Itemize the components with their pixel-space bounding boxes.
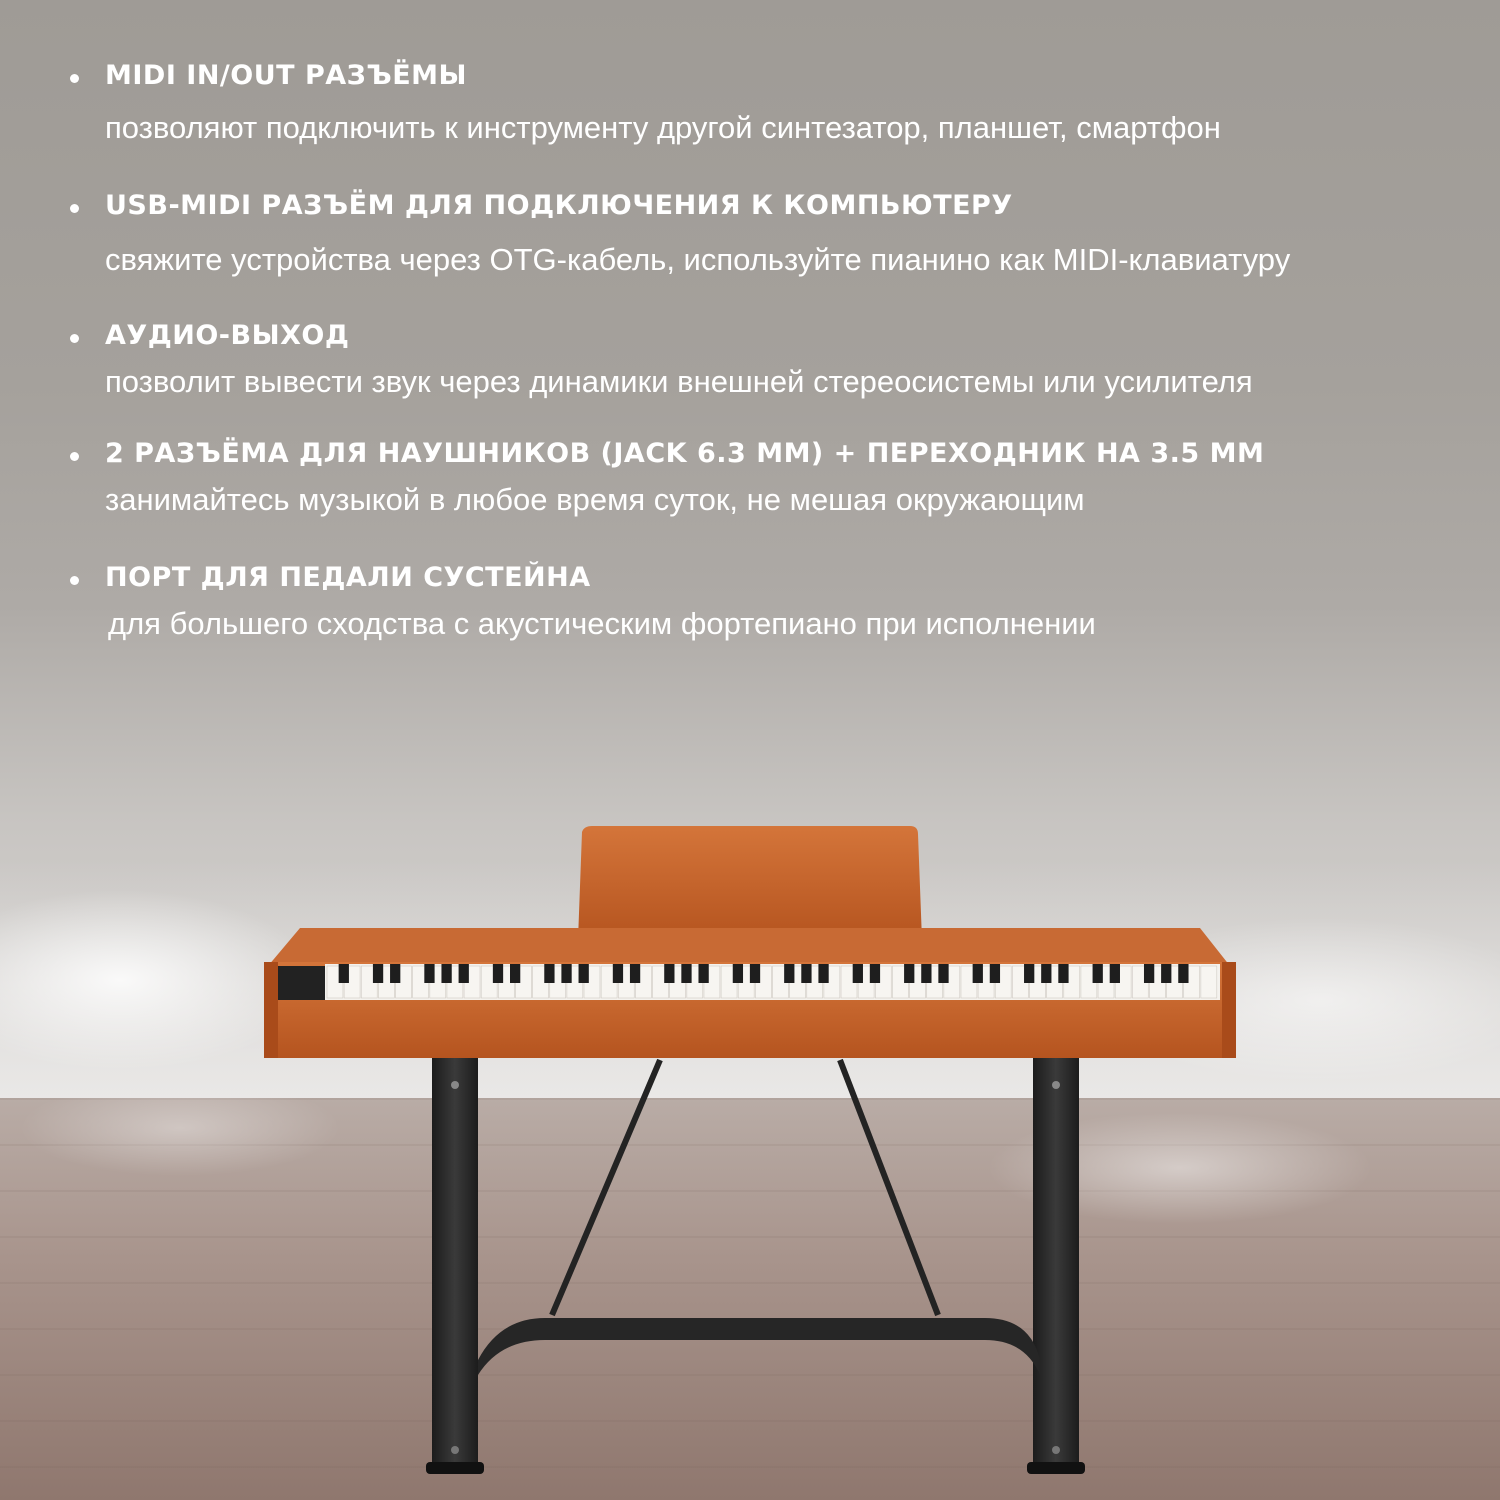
black-key (630, 964, 640, 983)
black-key (681, 964, 691, 983)
black-key (1058, 964, 1068, 983)
black-key (493, 964, 503, 983)
black-key (1093, 964, 1103, 983)
black-key (904, 964, 914, 983)
black-key (1161, 964, 1171, 983)
black-key (339, 964, 349, 983)
feature-description: позволяют подключить к инструменту другой синтезатор, планшет, смартфон (105, 110, 1221, 145)
black-key (424, 964, 434, 983)
black-key (990, 964, 1000, 983)
black-key (784, 964, 794, 983)
piano-body (264, 826, 1236, 1058)
feature-description: позволит вывести звук через динамики внешней стереосистемы или усилителя (105, 364, 1253, 399)
white-key (1201, 966, 1217, 998)
black-key (973, 964, 983, 983)
black-key (870, 964, 880, 983)
black-key (1041, 964, 1051, 983)
black-key (373, 964, 383, 983)
black-key (698, 964, 708, 983)
black-key (1024, 964, 1034, 983)
black-key (818, 964, 828, 983)
black-key (664, 964, 674, 983)
black-key (1110, 964, 1120, 983)
black-key (390, 964, 400, 983)
black-key (510, 964, 520, 983)
black-key (441, 964, 451, 983)
black-key (853, 964, 863, 983)
black-key (579, 964, 589, 983)
feature-description: свяжите устройства через OTG-кабель, используйте пианино как MIDI-клавиатуру (105, 242, 1291, 277)
feature-description: занимайтесь музыкой в любое время суток, не мешая окружающим (105, 482, 1085, 517)
bullet-icon (70, 204, 79, 213)
black-key (561, 964, 571, 983)
black-key (750, 964, 760, 983)
black-key (1178, 964, 1188, 983)
feature-title: MIDI IN/OUT РАЗЪЁМЫ (105, 60, 467, 91)
feature-description: для большего сходства с акустическим фортепиано при исполнении (108, 606, 1096, 641)
black-key (801, 964, 811, 983)
black-key (938, 964, 948, 983)
black-key (1144, 964, 1154, 983)
feature-title: USB-MIDI РАЗЪЁМ ДЛЯ ПОДКЛЮЧЕНИЯ К КОМПЬЮТЕРУ (105, 190, 1013, 221)
piano-stand (426, 1055, 1085, 1474)
bullet-icon (70, 576, 79, 585)
bullet-icon (70, 452, 79, 461)
bullet-icon (70, 334, 79, 343)
black-key (613, 964, 623, 983)
bullet-icon (70, 74, 79, 83)
black-key (733, 964, 743, 983)
black-key (921, 964, 931, 983)
feature-title: АУДИО-ВЫХОД (105, 320, 350, 351)
feature-title: ПОРТ ДЛЯ ПЕДАЛИ СУСТЕЙНА (105, 562, 591, 593)
black-key (544, 964, 554, 983)
feature-title: 2 РАЗЪЁМА ДЛЯ НАУШНИКОВ (JACK 6.3 ММ) + ПЕРЕХОДНИК НА 3.5 ММ (105, 438, 1265, 469)
black-key (459, 964, 469, 983)
